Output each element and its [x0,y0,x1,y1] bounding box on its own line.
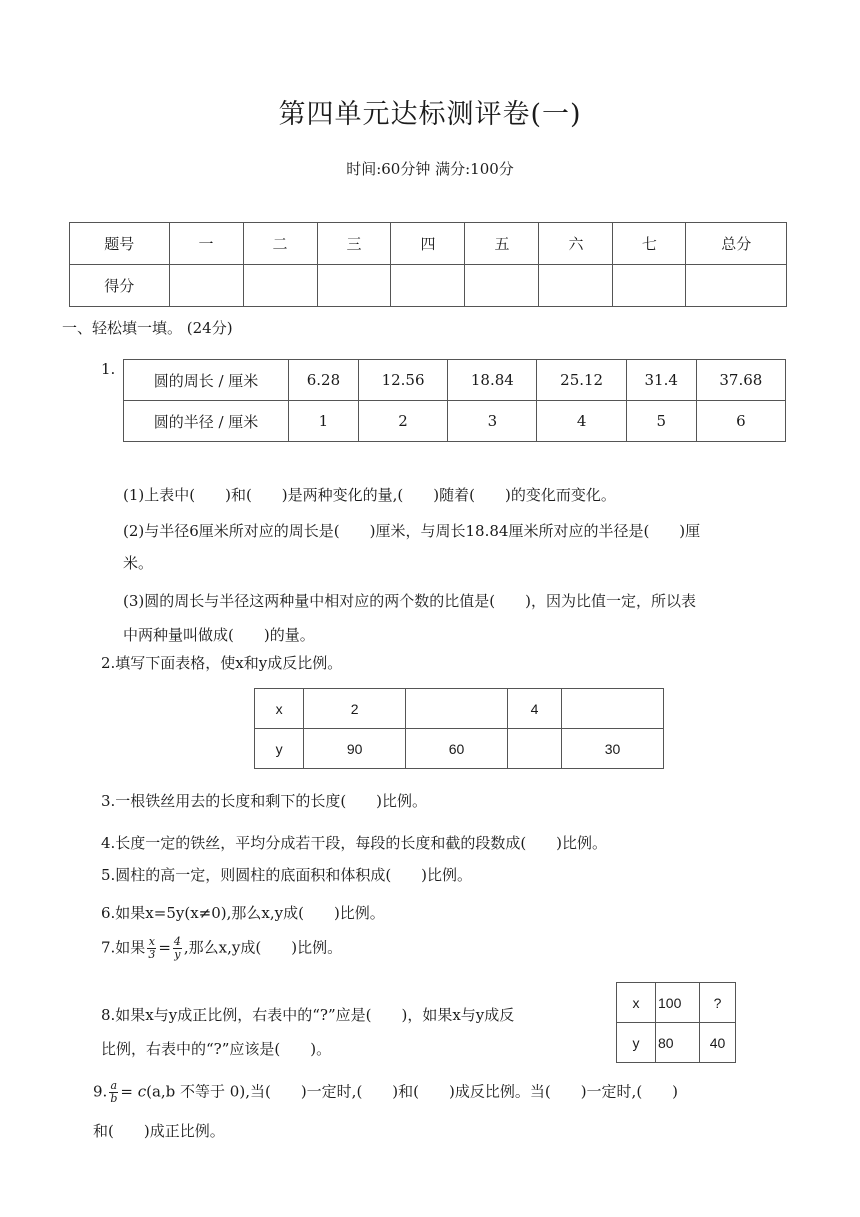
table-cell: 18.84 [448,360,537,401]
equation: = c [120,1082,147,1101]
table-cell: 25.12 [537,360,626,401]
score-header-cell: 三 [317,223,391,265]
score-cell[interactable] [465,265,539,307]
question-text: 比例，右表中的“?”应该是( )。 [101,1040,332,1058]
question-text: (2)与半径6厘米所对应的周长是( )厘米，与周长18.84厘米所对应的半径是( )厘 [123,522,701,540]
question-text: 3.一根铁丝用去的长度和剩下的长度( )比例。 [101,792,428,810]
score-header-row [70,223,787,265]
numerator: a [110,1079,118,1092]
score-cell[interactable] [317,265,391,307]
table-cell: 90 [304,729,406,769]
table-cell: 5 [626,401,696,442]
fraction [173,936,182,961]
score-row-label: 得分 [70,265,170,307]
score-header-cell: 六 [539,223,613,265]
answer-cell[interactable] [562,689,664,729]
question-7 [101,936,342,961]
denominator: b [110,1092,118,1105]
question-text: 9. [93,1082,108,1101]
table-cell: 3 [448,401,537,442]
question-text: (3)圆的周长与半径这两种量中相对应的两个数的比值是( )，因为比值一定，所以表 [123,592,696,610]
fraction [109,1080,118,1105]
table-cell: 60 [406,729,508,769]
table-cell: 80 [656,1023,700,1063]
answer-cell[interactable] [406,689,508,729]
question-text: 6.如果x=5y(x≠0),那么x,y成( )比例。 [101,904,385,922]
score-header-cell: 二 [243,223,317,265]
score-header-cell: 总分 [686,223,787,265]
table-cell: 2 [358,401,447,442]
numerator: x [148,935,155,948]
question-number: 1. [101,360,116,378]
table-cell: 2 [304,689,406,729]
table-cell: ? [700,983,736,1023]
page-title: 第四单元达标测评卷(一) [278,99,582,130]
denominator: y [174,948,181,961]
table-cell: 圆的半径 / 厘米 [124,401,289,442]
table-cell: 40 [700,1023,736,1063]
table-cell: 31.4 [626,360,696,401]
equals-sign: = [158,938,171,957]
question-text: (1)上表中( )和( )是两种变化的量,( )随着( )的变化而变化。 [123,486,616,504]
score-cell[interactable] [391,265,465,307]
question-text: (a,b 不等于 0),当( )一定时,( )和( )成反比例。当( )一定时,( ) [146,1082,679,1101]
score-cell[interactable] [169,265,243,307]
score-cell[interactable] [243,265,317,307]
score-table [69,222,787,307]
table-cell: y [255,729,304,769]
table-cell: 4 [507,689,561,729]
question-text: ,那么x,y成( )比例。 [183,938,343,957]
score-header-cell: 一 [169,223,243,265]
circle-table [123,359,786,442]
question-text: 4.长度一定的铁丝，平均分成若干段，每段的长度和截的段数成( )比例。 [101,834,608,852]
x-row [255,689,664,729]
score-header-cell: 七 [613,223,686,265]
table-cell: 100 [656,983,700,1023]
table-cell: 37.68 [696,360,785,401]
question-text: 2.填写下面表格，使x和y成反比例。 [101,654,343,672]
table-cell: 1 [289,401,359,442]
table-cell: 30 [562,729,664,769]
table-cell: y [617,1023,656,1063]
question-text: 中两种量叫做成( )的量。 [123,626,315,644]
q8-table [616,982,736,1063]
question-text: 8.如果x与y成正比例，右表中的“?”应是( )，如果x与y成反 [101,1006,515,1024]
answer-cell[interactable] [507,729,561,769]
numerator: 4 [173,935,181,948]
score-header-cell: 题号 [70,223,170,265]
x-row [617,983,736,1023]
xy-table [254,688,664,769]
score-cell[interactable] [539,265,613,307]
table-cell: 6.28 [289,360,359,401]
score-header-cell: 五 [465,223,539,265]
y-row [255,729,664,769]
y-row [617,1023,736,1063]
table-cell: 12.56 [358,360,447,401]
score-row [70,265,787,307]
denominator: 3 [148,948,156,961]
score-header-cell: 四 [391,223,465,265]
question-text: 7.如果 [101,938,146,957]
score-cell[interactable] [613,265,686,307]
section-heading: 一、轻松填一填。 (24分) [62,319,233,337]
table-cell: x [255,689,304,729]
table-cell: x [617,983,656,1023]
score-cell[interactable] [686,265,787,307]
question-text: 米。 [123,554,154,572]
table-cell: 圆的周长 / 厘米 [124,360,289,401]
table-cell: 6 [696,401,785,442]
fraction [147,936,156,961]
exam-info: 时间:60分钟 满分:100分 [346,160,514,178]
circumference-row [124,360,786,401]
question-text: 和( )成正比例。 [93,1122,225,1140]
question-text: 5.圆柱的高一定，则圆柱的底面积和体积成( )比例。 [101,866,473,884]
question-9 [93,1080,678,1105]
table-cell: 4 [537,401,626,442]
radius-row [124,401,786,442]
